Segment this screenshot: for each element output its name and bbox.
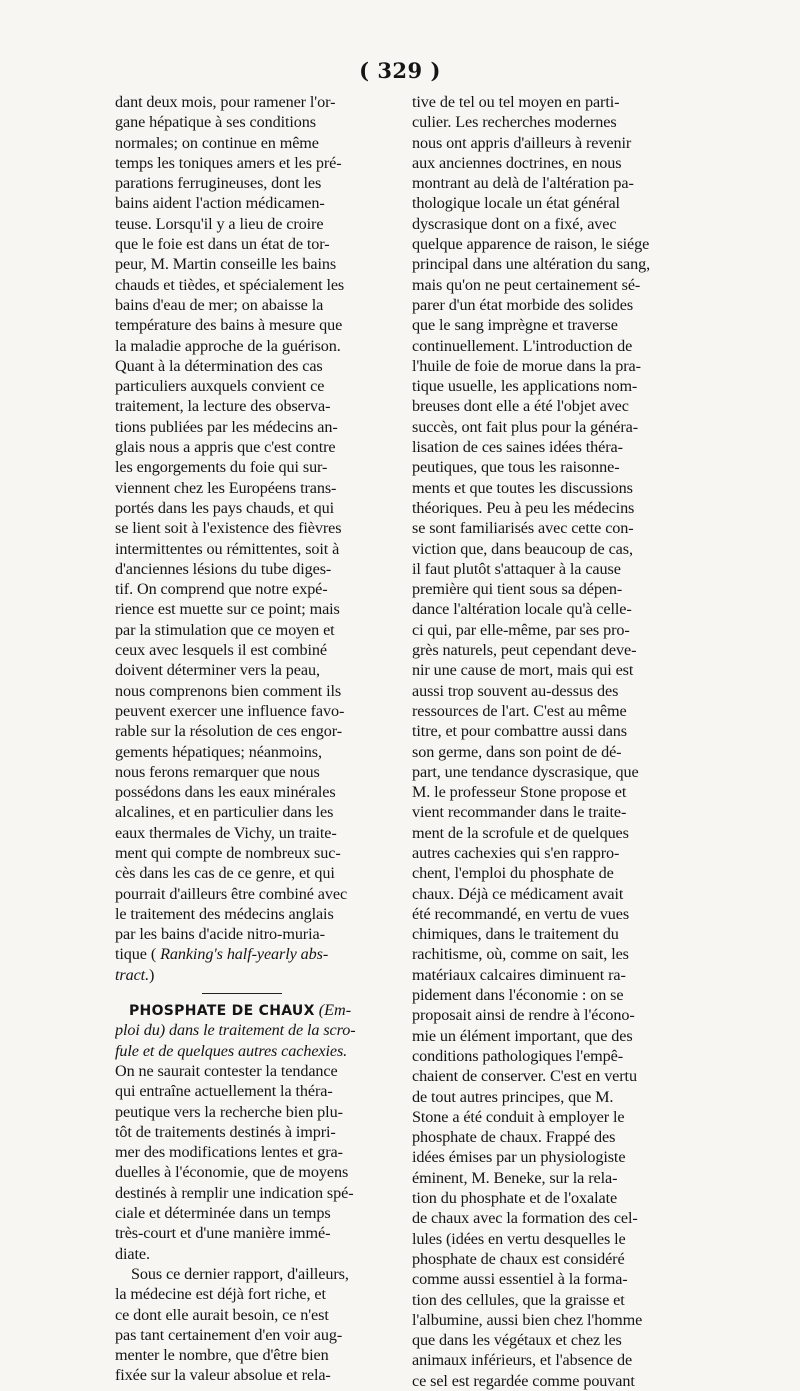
text-line: destinés à remplir une indication spé- <box>115 1183 354 1202</box>
left-paragraph-3 <box>115 1264 380 1386</box>
text-line: très-court et d'une manière immé- <box>115 1224 331 1243</box>
text-line: ci qui, par elle-même, par ses pro- <box>412 620 630 639</box>
text-line: M. le professeur Stone propose et <box>412 783 627 802</box>
text-line: aussi trop souvent au-dessus des <box>412 681 619 700</box>
citation-source: Ranking's half-yearly abs- <box>160 945 329 964</box>
citation-line-1 <box>115 944 380 964</box>
text-line: tion du phosphate et de l'oxalate <box>412 1189 618 1208</box>
text-line: ment de la scrofule et de quelques <box>412 823 629 842</box>
text-line: la maladie approche de la guérison. <box>115 336 341 355</box>
text-line: possédons dans les eaux minérales <box>115 783 336 802</box>
left-paragraph-2 <box>115 1061 380 1264</box>
text-line: ments et que toutes les discussions <box>412 478 633 497</box>
text-line: chaient de conserver. C'est en vertu <box>412 1067 637 1086</box>
text-line: il faut plutôt s'attaquer à la cause <box>412 559 621 578</box>
text-line: gane hépatique à ses conditions <box>115 113 316 132</box>
text-line: glais nous a appris que c'est contre <box>115 438 336 457</box>
text-line: lisation de ces saines idées théra- <box>412 438 623 457</box>
text-line: ciale et déterminée dans un temps <box>115 1204 331 1223</box>
text-line: dant deux mois, pour ramener l'or- <box>115 93 336 111</box>
text-line: vient recommander dans le traite- <box>412 803 627 822</box>
text-line: continuellement. L'introduction de <box>412 336 633 355</box>
text-line: Stone a été conduit à employer le <box>412 1107 625 1126</box>
text-line: se sont familiarisés avec cette con- <box>412 519 634 538</box>
text-line: phosphate de chaux. Frappé des <box>412 1128 616 1147</box>
text-line: intermittentes ou rémittentes, soit à <box>115 539 340 558</box>
section-heading-rest: (Em- <box>314 1001 352 1020</box>
text-line: d'anciennes lésions du tube diges- <box>115 559 332 578</box>
text-line: ressources de l'art. C'est au même <box>412 701 627 720</box>
citation-prefix: tique ( <box>115 945 161 964</box>
left-paragraph-1 <box>115 92 380 944</box>
left-column <box>115 92 380 1386</box>
text-line: conditions pathologiques l'empê- <box>412 1046 624 1065</box>
text-line: peutique vers la recherche bien plu- <box>115 1102 343 1121</box>
text-line: diate. <box>115 1244 150 1263</box>
text-line: que le sang imprègne et traverse <box>412 316 618 335</box>
text-line: pas tant certainement d'en voir aug- <box>115 1325 343 1344</box>
text-line: pourrait d'ailleurs être combiné avec <box>115 884 348 903</box>
text-line: tôt de traitements destinés à impri- <box>115 1122 336 1141</box>
citation-source-end: tract. <box>115 965 150 984</box>
text-line: rience est muette sur ce point; mais <box>115 600 340 619</box>
text-line: comme aussi essentiel à la forma- <box>412 1270 628 1289</box>
text-line: peutiques, que tous les raisonne- <box>412 458 620 477</box>
text-line: parations ferrugineuses, dont les <box>115 174 322 193</box>
citation-suffix: ) <box>149 965 155 984</box>
text-line: animaux inférieurs, et l'absence de <box>412 1351 633 1370</box>
right-column <box>412 92 684 1391</box>
text-line: que le foie est dans un état de tor- <box>115 235 330 254</box>
text-line: son germe, dans son point de dé- <box>412 742 622 761</box>
section-divider <box>202 993 282 994</box>
section-heading-line-2: ploi du) dans le traitement de la scro- <box>115 1021 356 1040</box>
text-line: ce dont elle aurait besoin, ce n'est <box>115 1305 329 1324</box>
text-line: dance l'altération locale qu'à celle- <box>412 600 632 619</box>
text-line: idées émises par un physiologiste <box>412 1148 626 1167</box>
text-line: Quant à la détermination des cas <box>115 356 323 375</box>
text-line: la médecine est déjà fort riche, et <box>115 1285 326 1304</box>
text-line: été recommandé, en vertu de vues <box>412 904 630 923</box>
text-line: particuliers auxquels convient ce <box>115 377 325 396</box>
text-line: ce sel est regardée comme pouvant <box>412 1371 635 1390</box>
text-line: chent, l'emploi du phosphate de <box>412 864 614 883</box>
text-line: breuses dont elle a été l'objet avec <box>412 397 629 416</box>
text-line: thologique locale un état général <box>412 194 620 213</box>
text-line: éminent, M. Beneke, sur la rela- <box>412 1168 618 1187</box>
text-line: chaux. Déjà ce médicament avait <box>412 884 624 903</box>
text-line: temps les toniques amers et les pré- <box>115 153 342 172</box>
text-line: titre, et pour combattre aussi dans <box>412 722 627 741</box>
text-line: fixée sur la valeur absolue et rela- <box>115 1366 331 1385</box>
text-line: bains aident l'action médicamen- <box>115 194 325 213</box>
text-line: phosphate de chaux est considéré <box>412 1249 625 1268</box>
text-line: de tout autres principes, que M. <box>412 1087 614 1106</box>
text-line: ment qui compte de nombreux suc- <box>115 843 341 862</box>
text-line: rachitisme, où, comme on sait, les <box>412 945 629 964</box>
text-line: viction que, dans beaucoup de cas, <box>412 539 633 558</box>
text-line: Sous ce dernier rapport, d'ailleurs, <box>131 1264 349 1283</box>
text-line: température des bains à mesure que <box>115 316 343 335</box>
section-heading-title: PHOSPHATE DE CHAUX <box>129 1003 315 1020</box>
text-line: bains d'eau de mer; on abaisse la <box>115 295 324 314</box>
text-line: matériaux calcaires diminuent ra- <box>412 965 626 984</box>
text-line: l'albumine, aussi bien chez l'homme <box>412 1310 643 1329</box>
text-line: que dans les végétaux et chez les <box>412 1331 622 1350</box>
text-line: chimiques, dans le traitement du <box>412 925 619 944</box>
text-line: succès, ont fait plus pour la généra- <box>412 417 638 436</box>
text-line: normales; on continue en même <box>115 133 319 152</box>
text-line: tion des cellules, que la graisse et <box>412 1290 625 1309</box>
text-line: dyscrasique dont on a fixé, avec <box>412 214 617 233</box>
text-line: mie un élément important, que des <box>412 1026 633 1045</box>
text-line: les engorgements du foie qui sur- <box>115 458 328 477</box>
text-line: autres cachexies qui s'en rappro- <box>412 843 620 862</box>
text-line: mer des modifications lentes et gra- <box>115 1143 343 1162</box>
text-line: nous ont appris d'ailleurs à revenir <box>412 133 632 152</box>
text-line: tique usuelle, les applications nom- <box>412 377 638 396</box>
text-line: chauds et tièdes, et spécialement les <box>115 275 345 294</box>
text-line: rable sur la résolution de ces engor- <box>115 722 343 741</box>
text-line: ceux avec lesquels il est combiné <box>115 641 328 660</box>
citation-line-2 <box>115 965 380 985</box>
text-line: aux anciennes doctrines, en nous <box>412 153 622 172</box>
text-line: lules (idées en vertu desquelles le <box>412 1229 626 1248</box>
text-line: eaux thermales de Vichy, un traite- <box>115 823 337 842</box>
text-line: tif. On comprend que notre expé- <box>115 580 328 599</box>
text-line: principal dans une altération du sang, <box>412 255 651 274</box>
text-line: montrant au delà de l'altération pa- <box>412 174 634 193</box>
section-heading-line-3: fule et de quelques autres cachexies. <box>115 1041 348 1060</box>
text-line: part, une tendance dyscrasique, que <box>412 762 639 781</box>
text-line: culier. Les recherches modernes <box>412 113 617 132</box>
text-line: nous ferons remarquer que nous <box>115 762 320 781</box>
text-line: par les bains d'acide nitro-muria- <box>115 925 325 944</box>
text-line: tive de tel ou tel moyen en parti- <box>412 93 620 111</box>
text-line: l'huile de foie de morue dans la pra- <box>412 356 641 375</box>
text-line: teuse. Lorsqu'il y a lieu de croire <box>115 214 324 233</box>
text-line: mais qu'on ne peut certainement sé- <box>412 275 641 294</box>
text-line: se lient soit à l'existence des fièvres <box>115 519 342 538</box>
text-line: le traitement des médecins anglais <box>115 904 334 923</box>
text-line: viennent chez les Européens trans- <box>115 478 337 497</box>
text-line: traitement, la lecture des observa- <box>115 397 331 416</box>
section-heading-line-1 <box>115 1000 380 1020</box>
text-line: nous comprenons bien comment ils <box>115 681 342 700</box>
text-line: nir une cause de mort, mais qui est <box>412 661 634 680</box>
text-line: gements hépatiques; néanmoins, <box>115 742 322 761</box>
text-line: proposait ainsi de rendre à l'écono- <box>412 1006 635 1025</box>
text-line: alcalines, et en particulier dans les <box>115 803 334 822</box>
text-line: parer d'un état morbide des solides <box>412 295 634 314</box>
text-line: quelque apparence de raison, le siége <box>412 235 650 254</box>
text-line: duelles à l'économie, que de moyens <box>115 1163 349 1182</box>
text-line: tions publiées par les médecins an- <box>115 417 338 436</box>
text-line: par la stimulation que ce moyen et <box>115 620 335 639</box>
text-line: peur, M. Martin conseille les bains <box>115 255 337 274</box>
text-line: cès dans les cas de ce genre, et qui <box>115 864 335 883</box>
page-number: ( 329 ) <box>359 58 441 83</box>
text-line: pidement dans l'économie : on se <box>412 986 624 1005</box>
right-paragraph <box>412 92 684 1391</box>
text-line: théoriques. Peu à peu les médecins <box>412 498 635 517</box>
text-line: menter le nombre, que d'être bien <box>115 1346 329 1365</box>
text-line: portés dans les pays chauds, et qui <box>115 498 335 517</box>
text-line: qui entraîne actuellement la théra- <box>115 1082 333 1101</box>
text-line: première qui tient sous sa dépen- <box>412 580 623 599</box>
text-line: peuvent exercer une influence favo- <box>115 701 345 720</box>
text-line: grès naturels, peut cependant deve- <box>412 641 637 660</box>
text-line: On ne saurait contester la tendance <box>115 1061 338 1080</box>
text-line: doivent déterminer vers la peau, <box>115 661 320 680</box>
text-line: de chaux avec la formation des cel- <box>412 1209 638 1228</box>
